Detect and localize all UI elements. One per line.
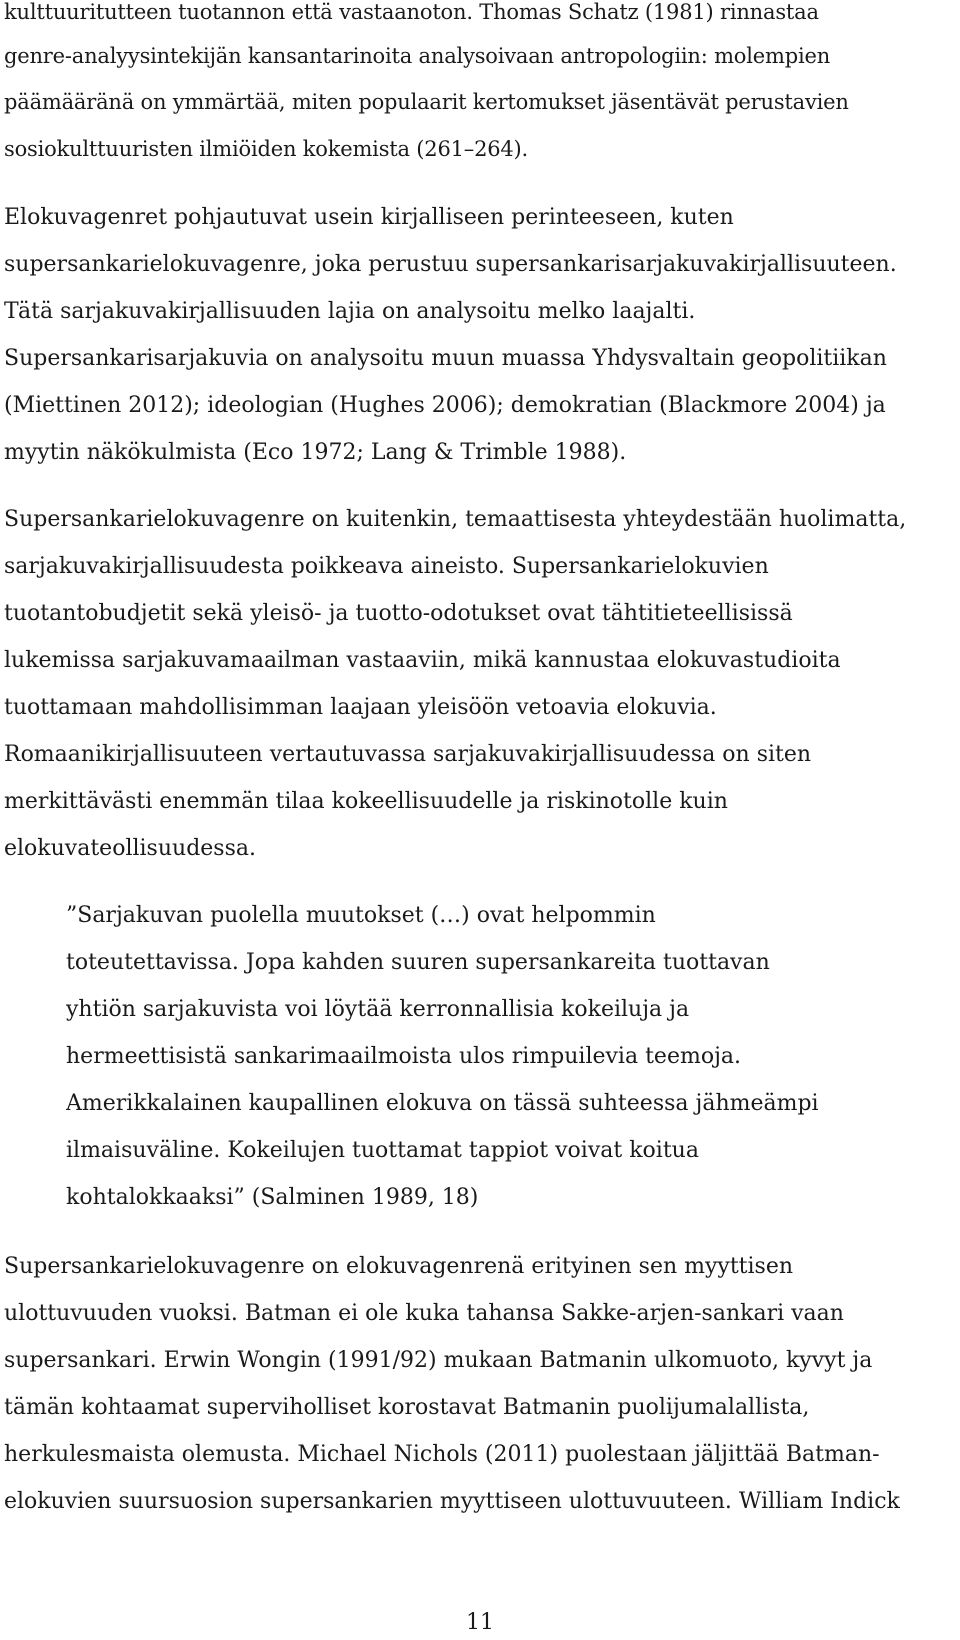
text-line: supersankari. Erwin Wongin (1991/92) mukaan Batmanin ulkomuoto, kyvyt ja <box>4 1348 873 1373</box>
text-line: supersankarielokuvagenre, joka perustuu supersankarisarjakuvakirjallisuuteen. <box>4 252 897 277</box>
text-line: myytin näkökulmista (Eco 1972; Lang & Trimble 1988). <box>4 440 627 465</box>
text-line: elokuvien suursuosion supersankarien myyttiseen ulottuvuuteen. William Indick <box>4 1489 900 1514</box>
text-line: lukemissa sarjakuvamaailman vastaaviin, mikä kannustaa elokuvastudioita <box>4 648 841 673</box>
text-line: tuottamaan mahdollisimman laajaan yleisöön vetoavia elokuvia. <box>4 695 717 720</box>
text-line: Romaanikirjallisuuteen vertautuvassa sarjakuvakirjallisuudessa on siten <box>4 742 812 767</box>
text-line: Supersankarielokuvagenre on kuitenkin, temaattisesta yhteydestään huolimatta, <box>4 507 907 532</box>
text-line: Supersankarisarjakuvia on analysoitu muun muassa Yhdysvaltain geopolitiikan <box>4 346 887 371</box>
text-line: Supersankarielokuvagenre on elokuvagenrenä erityinen sen myyttisen <box>4 1254 794 1279</box>
text-line: ulottuvuuden vuoksi. Batman ei ole kuka tahansa Sakke-arjen-sankari vaan <box>4 1301 844 1326</box>
quote-line: kohtalokkaaksi” (Salminen 1989, 18) <box>66 1185 479 1210</box>
text-line: elokuvateollisuudessa. <box>4 836 256 861</box>
text-line: sarjakuvakirjallisuudesta poikkeava aineisto. Supersankarielokuvien <box>4 554 769 579</box>
quote-line: Amerikkalainen kaupallinen elokuva on tässä suhteessa jähmeämpi <box>66 1091 819 1116</box>
text-line: tuotantobudjetit sekä yleisö- ja tuotto-odotukset ovat tähtitieteellisissä <box>4 601 793 626</box>
quote-line: yhtiön sarjakuvista voi löytää kerronnallisia kokeiluja ja <box>66 997 690 1022</box>
page-number: 11 <box>466 1610 494 1635</box>
quote-line: ”Sarjakuvan puolella muutokset (…) ovat helpommin <box>66 903 656 928</box>
text-line: Tätä sarjakuvakirjallisuuden lajia on analysoitu melko laajalti. <box>4 299 696 324</box>
text-line: (Miettinen 2012); ideologian (Hughes 2006); demokratian (Blackmore 2004) ja <box>4 393 886 418</box>
text-line: sosiokulttuuristen ilmiöiden kokemista (261–264). <box>4 137 529 161</box>
text-line: päämääränä on ymmärtää, miten populaarit kertomukset jäsentävät perustavien <box>4 90 849 114</box>
text-line: merkittävästi enemmän tilaa kokeellisuudelle ja riskinotolle kuin <box>4 789 728 814</box>
text-line: kulttuuritutteen tuotannon että vastaanoton. Thomas Schatz (1981) rinnastaa <box>4 0 819 24</box>
quote-line: toteutettavissa. Jopa kahden suuren supersankareita tuottavan <box>66 950 770 975</box>
text-line: herkulesmaista olemusta. Michael Nichols (2011) puolestaan jäljittää Batman- <box>4 1442 880 1467</box>
text-line: Elokuvagenret pohjautuvat usein kirjalliseen perinteeseen, kuten <box>4 205 734 230</box>
text-line: genre-analyysintekijän kansantarinoita analysoivaan antropologiin: molempien <box>4 44 831 68</box>
quote-line: ilmaisuväline. Kokeilujen tuottamat tappiot voivat koitua <box>66 1138 699 1163</box>
text-line: tämän kohtaamat superviholliset korostavat Batmanin puolijumalallista, <box>4 1395 810 1420</box>
quote-line: hermeettisistä sankarimaailmoista ulos rimpuilevia teemoja. <box>66 1044 741 1069</box>
